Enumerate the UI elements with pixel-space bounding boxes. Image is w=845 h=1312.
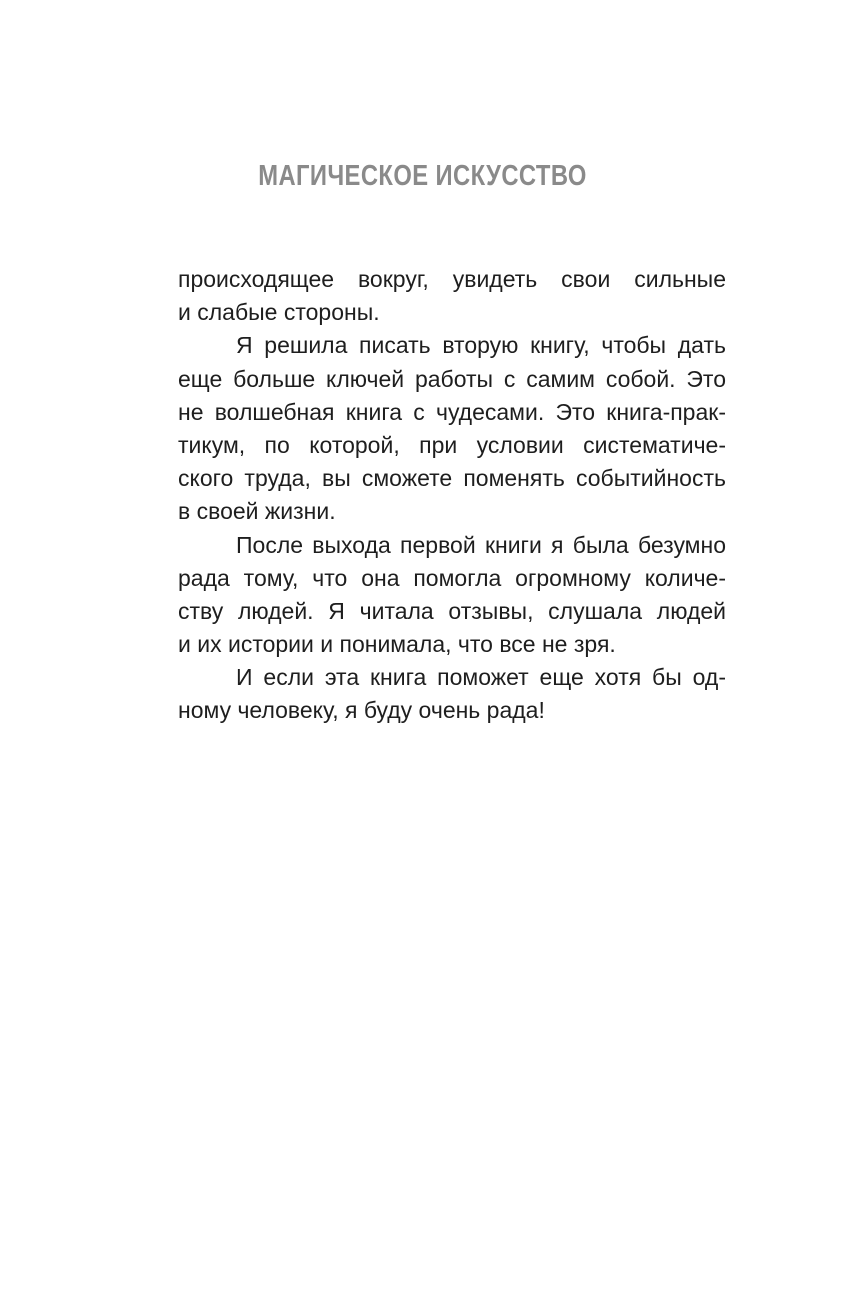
text-line: рада тому, что она помогла огромному количе- [178, 564, 726, 591]
text-line: в своей жизни. [178, 498, 336, 525]
text-line: И если эта книга поможет еще хотя бы од- [236, 664, 726, 691]
body-text [178, 263, 726, 728]
paragraph-3 [178, 529, 726, 662]
paragraph-2 [178, 329, 726, 528]
text-line: и слабые стороны. [178, 299, 380, 326]
text-line: не волшебная книга с чудесами. Это книга-прак- [178, 398, 726, 425]
text-line: ству людей. Я читала отзывы, слушала людей [178, 597, 726, 624]
paragraph-4 [178, 661, 726, 727]
text-line: ского труда, вы сможете поменять событийность [178, 465, 726, 492]
text-line: После выхода первой книги я была безумно [236, 531, 726, 558]
running-head: МАГИЧЕСКОЕ ИСКУССТВО [258, 160, 587, 192]
text-line: Я решила писать вторую книгу, чтобы дать [236, 332, 726, 359]
text-line: еще больше ключей работы с самим собой. Это [178, 365, 726, 392]
text-line: ному человеку, я буду очень рада! [178, 697, 545, 724]
text-line: происходящее вокруг, увидеть свои сильные [178, 266, 726, 292]
text-line: тикум, по которой, при условии систематиче- [178, 431, 726, 458]
text-line: и их истории и понимала, что все не зря. [178, 631, 616, 658]
paragraph-1 [178, 263, 726, 329]
